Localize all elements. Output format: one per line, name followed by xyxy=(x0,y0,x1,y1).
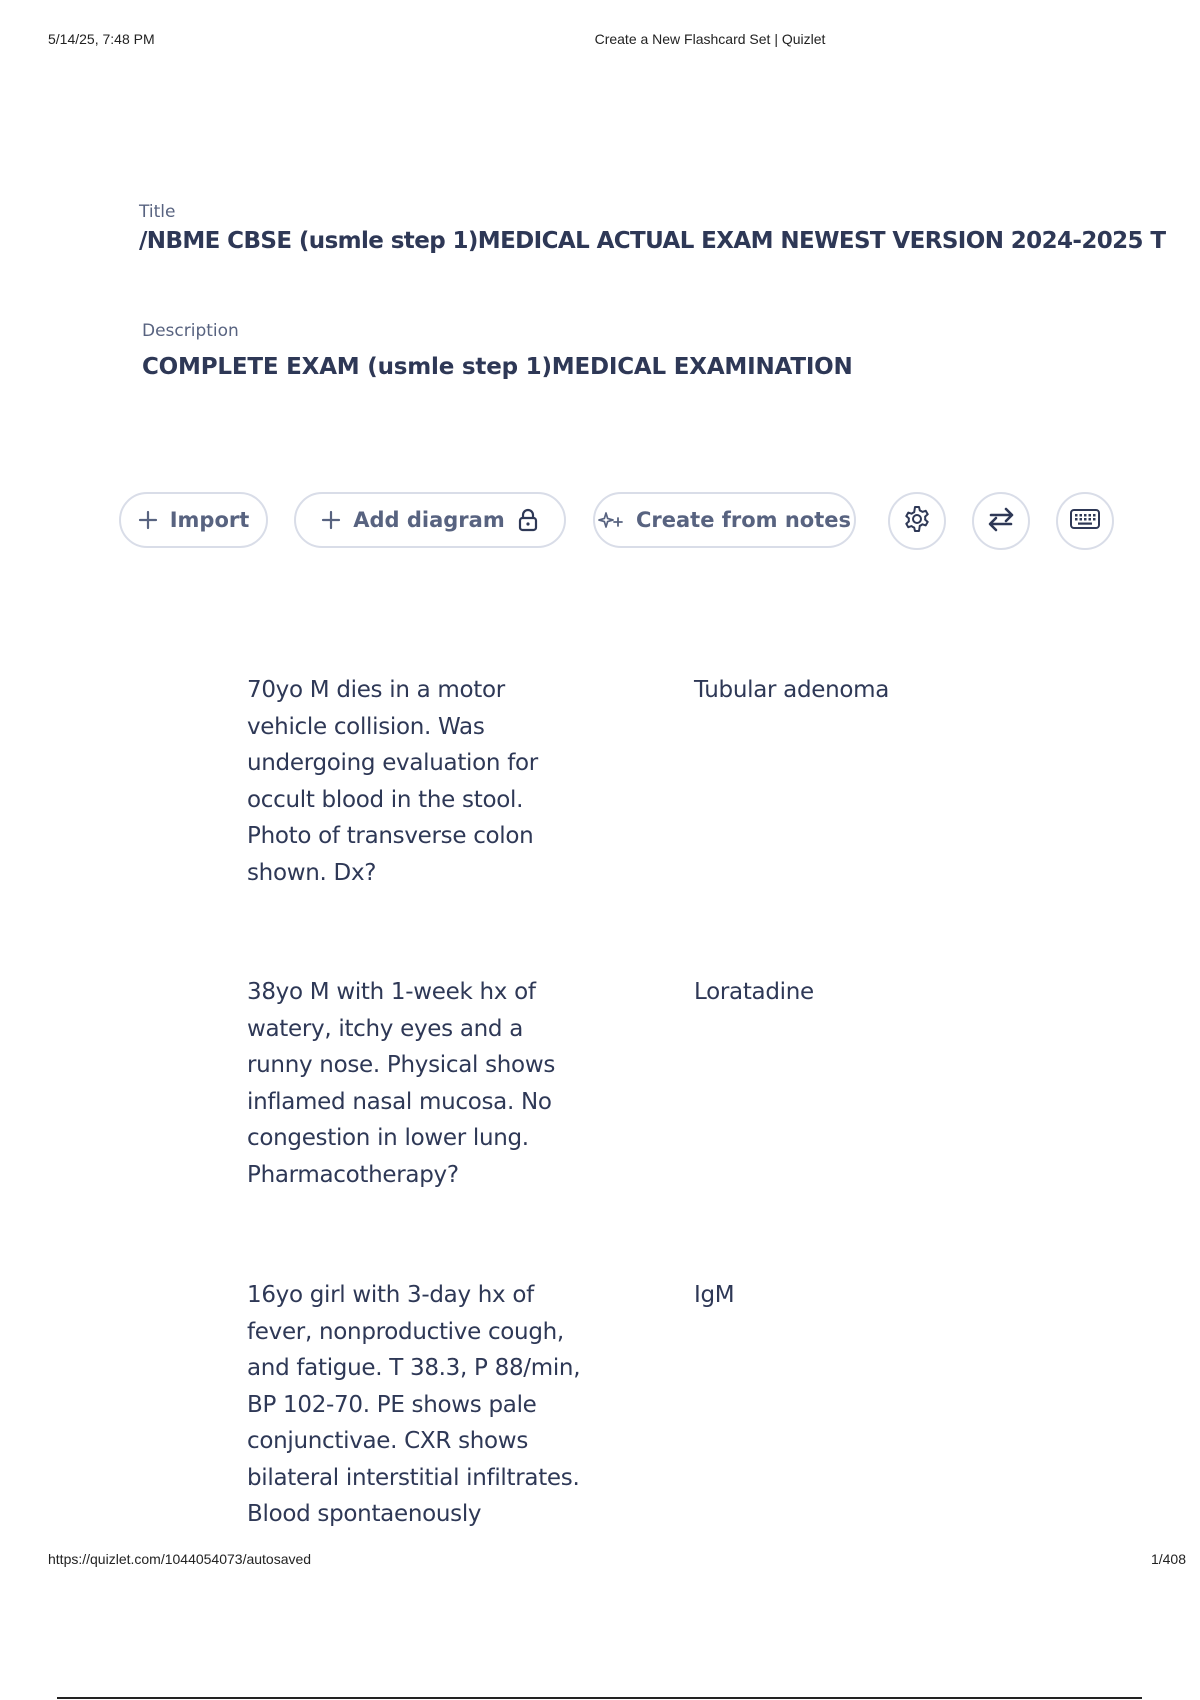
card-term-input[interactable]: 38yo M with 1-week hx of watery, itchy eyes and a runny nose. Physical shows inflamed nasal mucosa. No congestion in lower lung. Pharmacotherapy? xyxy=(247,979,556,1188)
keyboard-icon xyxy=(1069,507,1101,536)
plus-icon xyxy=(138,510,158,530)
create-from-notes-button[interactable] xyxy=(593,492,856,548)
card-definition-input[interactable]: IgM xyxy=(694,1282,735,1308)
add-diagram-label: Add diagram xyxy=(353,508,505,532)
page-divider xyxy=(57,1697,1142,1699)
gear-icon xyxy=(902,504,932,539)
plus-icon xyxy=(321,510,341,530)
card-term-input[interactable]: 16yo girl with 3-day hx of fever, nonproductive cough, and fatigue. T 38.3, P 88/min, BP 102-70. PE shows pale conjunctivae. CXR shows bilateral interstitial infiltrates. Blood spontaenously xyxy=(247,1282,581,1527)
import-button[interactable] xyxy=(119,492,268,548)
lock-icon xyxy=(517,508,539,532)
print-page-title: Create a New Flashcard Set | Quizlet xyxy=(594,31,826,47)
card-definition-input[interactable]: Tubular adenoma xyxy=(694,677,890,703)
swap-terms-button[interactable] xyxy=(972,492,1030,550)
import-label: Import xyxy=(169,508,250,532)
toolbar xyxy=(0,492,1200,552)
title-label: Title xyxy=(139,202,176,222)
print-page-number: 1/408 xyxy=(1150,1551,1186,1567)
swap-arrows-icon xyxy=(985,505,1017,538)
settings-button[interactable] xyxy=(888,492,946,550)
card-definition-input[interactable]: Loratadine xyxy=(694,979,814,1005)
description-input[interactable]: COMPLETE EXAM (usmle step 1)MEDICAL EXAMINATION xyxy=(142,354,853,380)
add-diagram-button[interactable] xyxy=(294,492,566,548)
description-label: Description xyxy=(142,321,239,341)
print-date: 5/14/25, 7:48 PM xyxy=(48,31,155,47)
sparkle-icon xyxy=(598,510,624,530)
print-url: https://quizlet.com/1044054073/autosaved xyxy=(48,1551,312,1567)
keyboard-shortcuts-button[interactable] xyxy=(1056,492,1114,550)
card-term-input[interactable]: 70yo M dies in a motor vehicle collision. Was undergoing evaluation for occult blood in the stool. Photo of transverse colon shown. Dx? xyxy=(247,677,538,886)
create-from-notes-label: Create from notes xyxy=(635,508,852,532)
title-input[interactable]: /NBME CBSE (usmle step 1)MEDICAL ACTUAL EXAM NEWEST VERSION 2024-2025 T xyxy=(139,228,1166,254)
